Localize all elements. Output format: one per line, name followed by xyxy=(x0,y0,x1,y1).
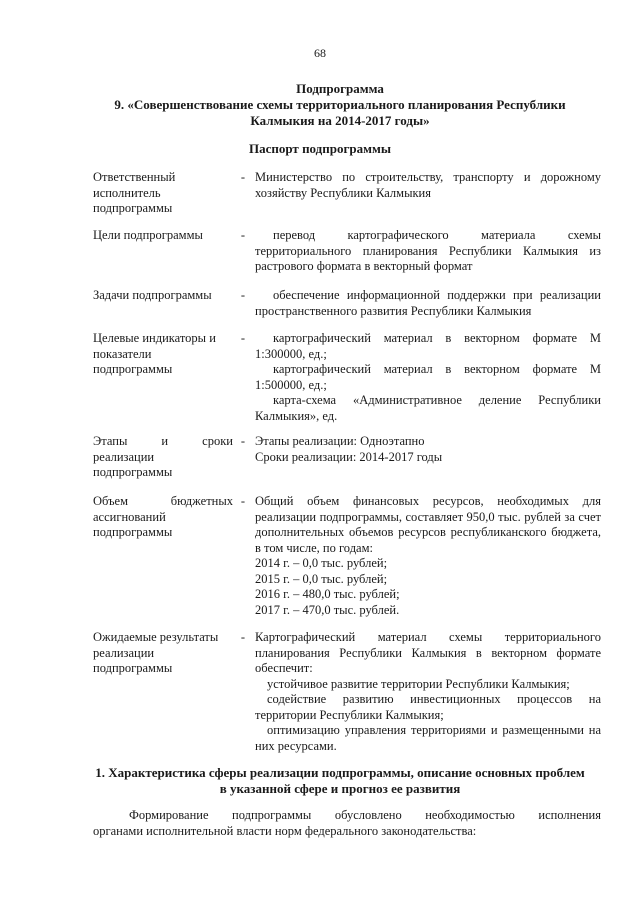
row-label: Целевые индикаторы и показатели подпрограммы xyxy=(93,331,216,376)
row-value: Общий объем финансовых ресурсов, необходимых для реализации подпрограммы, составляет 950,0 тыс. рублей за счет дополнительных объемов ресурсов республиканского бюджета, в том числе, по годам: 2014 г. – 0,0 тыс. рублей; 2015 г. – 0,0 тыс. рублей; 2016 г. – 480,0 тыс. рублей; 2017 г. – 470,0 тыс. рублей. xyxy=(255,494,601,617)
page-number: 68 xyxy=(314,46,326,60)
row-value: Картографический материал схемы территориального планирования Республики Калмыкия в векторном формате обеспечит: устойчивое развитие территории Республики Калмыкия; содействие развитию инвестиционных процессов на территории Республики Калмыкия; оптимизацию управления территориями и размещенными на них ресурсами. xyxy=(255,630,601,753)
row-label: Ожидаемые результаты реализации подпрограммы xyxy=(93,630,219,675)
row-value: Министерство по строительству, транспорту и дорожному хозяйству Республики Калмыкия xyxy=(255,170,601,200)
row-value: перевод картографического материала схемы территориального планирования Республики Калмыкия из растрового формата в векторный формат xyxy=(255,228,601,273)
subprogram-title xyxy=(70,81,610,129)
row-dash: - xyxy=(240,288,246,302)
section-1-title: 1. Характеристика сферы реализации подпрограммы, описание основных проблем в указанной сфере и прогноз ее развития xyxy=(95,765,585,796)
row-dash: - xyxy=(240,170,246,184)
row-dash: - xyxy=(240,630,246,644)
row-value: Этапы реализации: Одноэтапно Сроки реализации: 2014-2017 годы xyxy=(255,434,443,464)
row-label: Ответственный исполнитель подпрограммы xyxy=(93,170,176,215)
passport-title: Паспорт подпрограммы xyxy=(249,141,391,156)
row-label: Этапы и сроки реализации подпрограммы xyxy=(93,434,233,479)
row-value: картографический материал в векторном формате М 1:300000, ед.; картографический материал в векторном формате М 1:500000, ед.; карта-схема «Административное деление Республики Калмыкия», ед. xyxy=(255,331,601,423)
row-dash: - xyxy=(240,331,246,345)
title-line-2: 9. «Совершенствование схемы территориального планирования Республики xyxy=(114,97,566,112)
row-label: Цели подпрограммы xyxy=(93,228,203,242)
row-dash: - xyxy=(240,494,246,508)
row-label: Объем бюджетных ассигнований подпрограммы xyxy=(93,494,233,539)
row-value: обеспечение информационной поддержки при реализации пространственного развития Республики Калмыкия xyxy=(255,288,601,318)
title-line-3: Калмыкия на 2014-2017 годы» xyxy=(250,113,430,128)
row-dash: - xyxy=(240,228,246,242)
section-1-paragraph: Формирование подпрограммы обусловлено необходимостью исполнения органами исполнительной власти норм федерального законодательства: xyxy=(93,808,601,838)
row-label: Задачи подпрограммы xyxy=(93,288,212,302)
title-line-1: Подпрограмма xyxy=(296,81,384,96)
row-dash: - xyxy=(240,434,246,448)
